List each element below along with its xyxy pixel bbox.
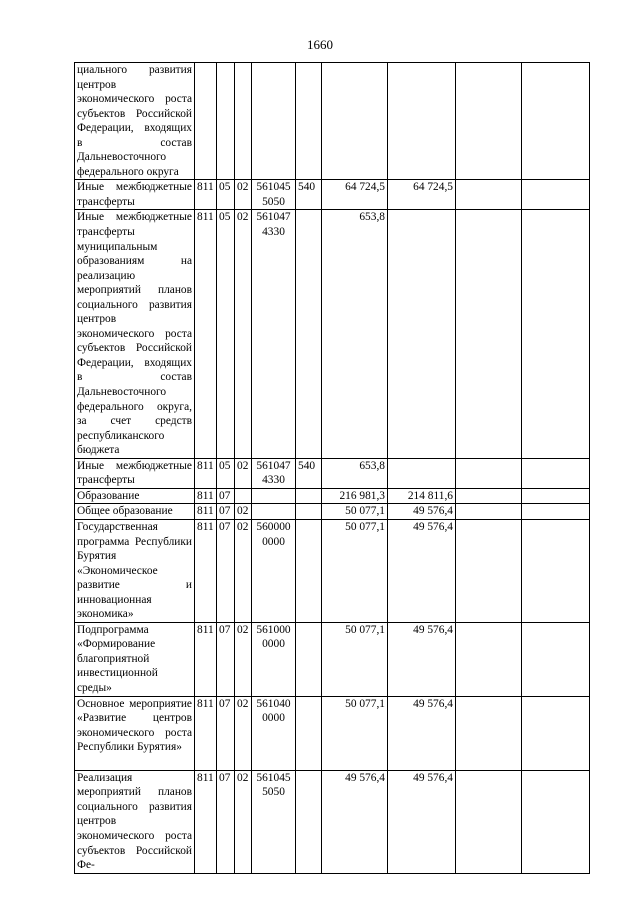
cell-amount-1: 653,8 — [322, 210, 388, 458]
cell-name: Государственная программа Республики Бурятия «Экономическое развитие и инновационная экономика» — [75, 519, 195, 622]
cell-ministry-code: 811 — [195, 770, 217, 873]
table-row — [75, 770, 590, 873]
cell-ministry-code: 811 — [195, 488, 217, 504]
cell-ministry-code — [195, 63, 217, 180]
cell-section — [217, 63, 235, 180]
cell-name: Реализация мероприятий планов социального развития центров экономического роста субъектов Российской Фе- — [75, 770, 195, 873]
cell-amount-1: 653,8 — [322, 458, 388, 488]
cell-ministry-code: 811 — [195, 458, 217, 488]
cell-name: циального развития центров экономического роста субъектов Российской Федерации, входящих в состав Дальневосточного федерального округа — [75, 63, 195, 180]
cell-subsection: 02 — [235, 770, 252, 873]
cell-section: 07 — [217, 504, 235, 520]
cell-target-article: 561045 5050 — [252, 180, 296, 210]
cell-expense-type — [296, 696, 322, 770]
cell-amount-2: 214 811,6 — [388, 488, 456, 504]
table-row — [75, 180, 590, 210]
cell-section: 07 — [217, 696, 235, 770]
cell-target-article — [252, 63, 296, 180]
cell-empty-1 — [456, 696, 522, 770]
cell-amount-2 — [388, 63, 456, 180]
cell-empty-2 — [522, 519, 590, 622]
cell-expense-type — [296, 210, 322, 458]
cell-name: Образование — [75, 488, 195, 504]
cell-section: 05 — [217, 210, 235, 458]
table-row — [75, 696, 590, 770]
cell-expense-type — [296, 63, 322, 180]
cell-empty-2 — [522, 696, 590, 770]
cell-target-article: 561000 0000 — [252, 622, 296, 696]
cell-empty-1 — [456, 63, 522, 180]
cell-target-article: 561040 0000 — [252, 696, 296, 770]
cell-expense-type — [296, 770, 322, 873]
cell-empty-2 — [522, 504, 590, 520]
cell-empty-1 — [456, 519, 522, 622]
cell-expense-type — [296, 519, 322, 622]
cell-name: Иные межбюджетные трансферты муниципальным образованиям на реализацию мероприятий планов социального развития центров экономического роста субъектов Российской Федерации, входящих в состав Дальневосточного федерального округа, за счет средств республиканского бюджета — [75, 210, 195, 458]
cell-ministry-code: 811 — [195, 622, 217, 696]
cell-target-article: 561047 4330 — [252, 210, 296, 458]
cell-target-article — [252, 504, 296, 520]
cell-amount-2: 49 576,4 — [388, 504, 456, 520]
cell-target-article — [252, 488, 296, 504]
cell-section: 07 — [217, 622, 235, 696]
cell-amount-2: 49 576,4 — [388, 770, 456, 873]
cell-ministry-code: 811 — [195, 504, 217, 520]
cell-amount-2: 49 576,4 — [388, 622, 456, 696]
cell-section: 07 — [217, 488, 235, 504]
cell-name: Основное мероприятие «Развитие центров экономического роста Республики Бурятия» — [75, 696, 195, 770]
table-row — [75, 63, 590, 180]
cell-subsection: 02 — [235, 519, 252, 622]
cell-empty-1 — [456, 622, 522, 696]
cell-empty-2 — [522, 210, 590, 458]
cell-ministry-code: 811 — [195, 210, 217, 458]
cell-subsection: 02 — [235, 210, 252, 458]
cell-empty-1 — [456, 770, 522, 873]
table-row — [75, 458, 590, 488]
cell-ministry-code: 811 — [195, 519, 217, 622]
cell-subsection: 02 — [235, 504, 252, 520]
cell-amount-2 — [388, 458, 456, 488]
cell-empty-2 — [522, 63, 590, 180]
cell-amount-1 — [322, 63, 388, 180]
cell-amount-1: 216 981,3 — [322, 488, 388, 504]
cell-name: Подпрограмма «Формирование благоприятной инвестиционной среды» — [75, 622, 195, 696]
cell-empty-2 — [522, 180, 590, 210]
cell-section: 07 — [217, 519, 235, 622]
cell-expense-type: 540 — [296, 180, 322, 210]
table-row — [75, 504, 590, 520]
table-row — [75, 519, 590, 622]
cell-ministry-code: 811 — [195, 180, 217, 210]
cell-empty-2 — [522, 458, 590, 488]
cell-subsection: 02 — [235, 458, 252, 488]
cell-amount-1: 50 077,1 — [322, 622, 388, 696]
cell-amount-1: 64 724,5 — [322, 180, 388, 210]
cell-expense-type — [296, 504, 322, 520]
cell-section: 07 — [217, 770, 235, 873]
table-row — [75, 210, 590, 458]
cell-expense-type — [296, 488, 322, 504]
cell-name: Общее образование — [75, 504, 195, 520]
cell-target-article: 560000 0000 — [252, 519, 296, 622]
cell-amount-1: 49 576,4 — [322, 770, 388, 873]
cell-empty-1 — [456, 488, 522, 504]
cell-section: 05 — [217, 458, 235, 488]
cell-subsection — [235, 488, 252, 504]
cell-target-article: 561045 5050 — [252, 770, 296, 873]
cell-amount-1: 50 077,1 — [322, 696, 388, 770]
table-row — [75, 622, 590, 696]
cell-empty-1 — [456, 504, 522, 520]
page-number: 1660 — [307, 37, 333, 52]
cell-expense-type: 540 — [296, 458, 322, 488]
cell-empty-2 — [522, 622, 590, 696]
cell-target-article: 561047 4330 — [252, 458, 296, 488]
cell-amount-2: 49 576,4 — [388, 696, 456, 770]
cell-amount-2 — [388, 210, 456, 458]
cell-section: 05 — [217, 180, 235, 210]
cell-name: Иные межбюджетные трансферты — [75, 458, 195, 488]
cell-amount-1: 50 077,1 — [322, 504, 388, 520]
cell-subsection: 02 — [235, 622, 252, 696]
cell-empty-1 — [456, 180, 522, 210]
cell-subsection: 02 — [235, 696, 252, 770]
cell-subsection: 02 — [235, 180, 252, 210]
cell-subsection — [235, 63, 252, 180]
cell-empty-1 — [456, 458, 522, 488]
cell-amount-2: 64 724,5 — [388, 180, 456, 210]
cell-name: Иные межбюджетные трансферты — [75, 180, 195, 210]
cell-amount-2: 49 576,4 — [388, 519, 456, 622]
cell-ministry-code: 811 — [195, 696, 217, 770]
budget-table — [74, 62, 590, 874]
cell-empty-2 — [522, 770, 590, 873]
cell-empty-1 — [456, 210, 522, 458]
cell-expense-type — [296, 622, 322, 696]
cell-empty-2 — [522, 488, 590, 504]
cell-amount-1: 50 077,1 — [322, 519, 388, 622]
table-row — [75, 488, 590, 504]
